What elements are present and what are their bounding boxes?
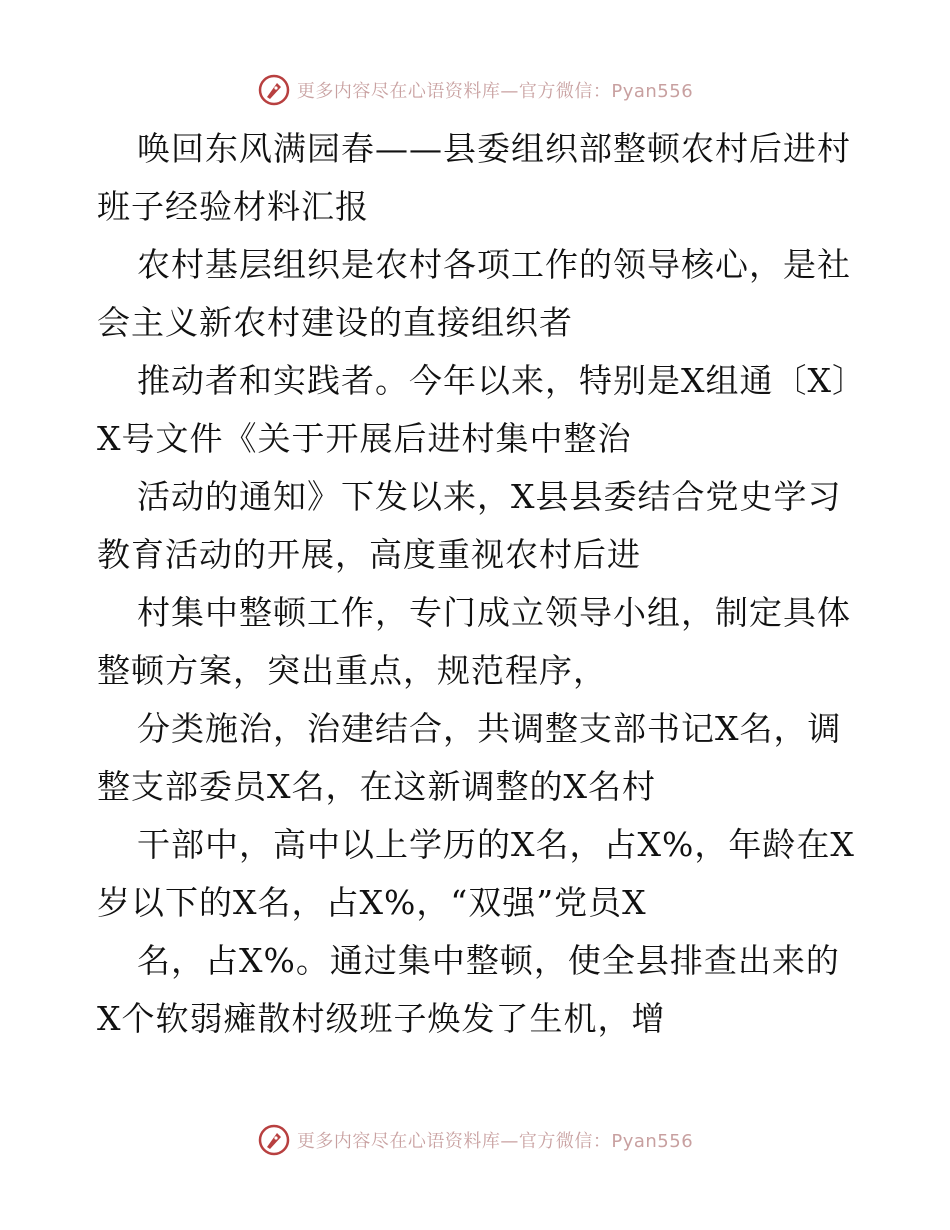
body-paragraph: 分类施治，治建结合，共调整支部书记X名，调整支部委员X名，在这新调整的X名村 bbox=[97, 709, 842, 806]
header-watermark bbox=[0, 70, 950, 110]
body-paragraph: 农村基层组织是农村各项工作的领导核心，是社会主义新农村建设的直接组织者 bbox=[97, 245, 851, 342]
body-paragraph: 干部中，高中以上学历的X名，占X%，年龄在X岁以下的X名，占X%，“双强”党员X bbox=[97, 825, 855, 922]
fountain-pen-nib-icon bbox=[257, 1123, 291, 1157]
body-paragraph: 活动的通知》下发以来，X县县委结合党史学习教育活动的开展，高度重视农村后进 bbox=[97, 477, 842, 574]
document-title-paragraph: 唤回东风满园春——县委组织部整顿农村后进村班子经验材料汇报 bbox=[97, 129, 851, 226]
body-paragraph: 推动者和实践者。今年以来，特别是X组通〔X〕X号文件《关于开展后进村集中整治 bbox=[97, 361, 850, 458]
fountain-pen-nib-icon bbox=[257, 73, 291, 107]
body-paragraph: 名，占X%。通过集中整顿，使全县排查出来的X个软弱瘫散村级班子焕发了生机，增 bbox=[97, 941, 840, 1038]
footer-watermark bbox=[0, 1120, 950, 1160]
watermark-text: 更多内容尽在心语资料库—官方微信：Pyan556 bbox=[296, 81, 694, 102]
body-paragraph: 村集中整顿工作，专门成立领导小组，制定具体整顿方案，突出重点，规范程序， bbox=[97, 593, 851, 690]
document-body bbox=[97, 120, 857, 1048]
watermark-text: 更多内容尽在心语资料库—官方微信：Pyan556 bbox=[296, 1131, 694, 1152]
